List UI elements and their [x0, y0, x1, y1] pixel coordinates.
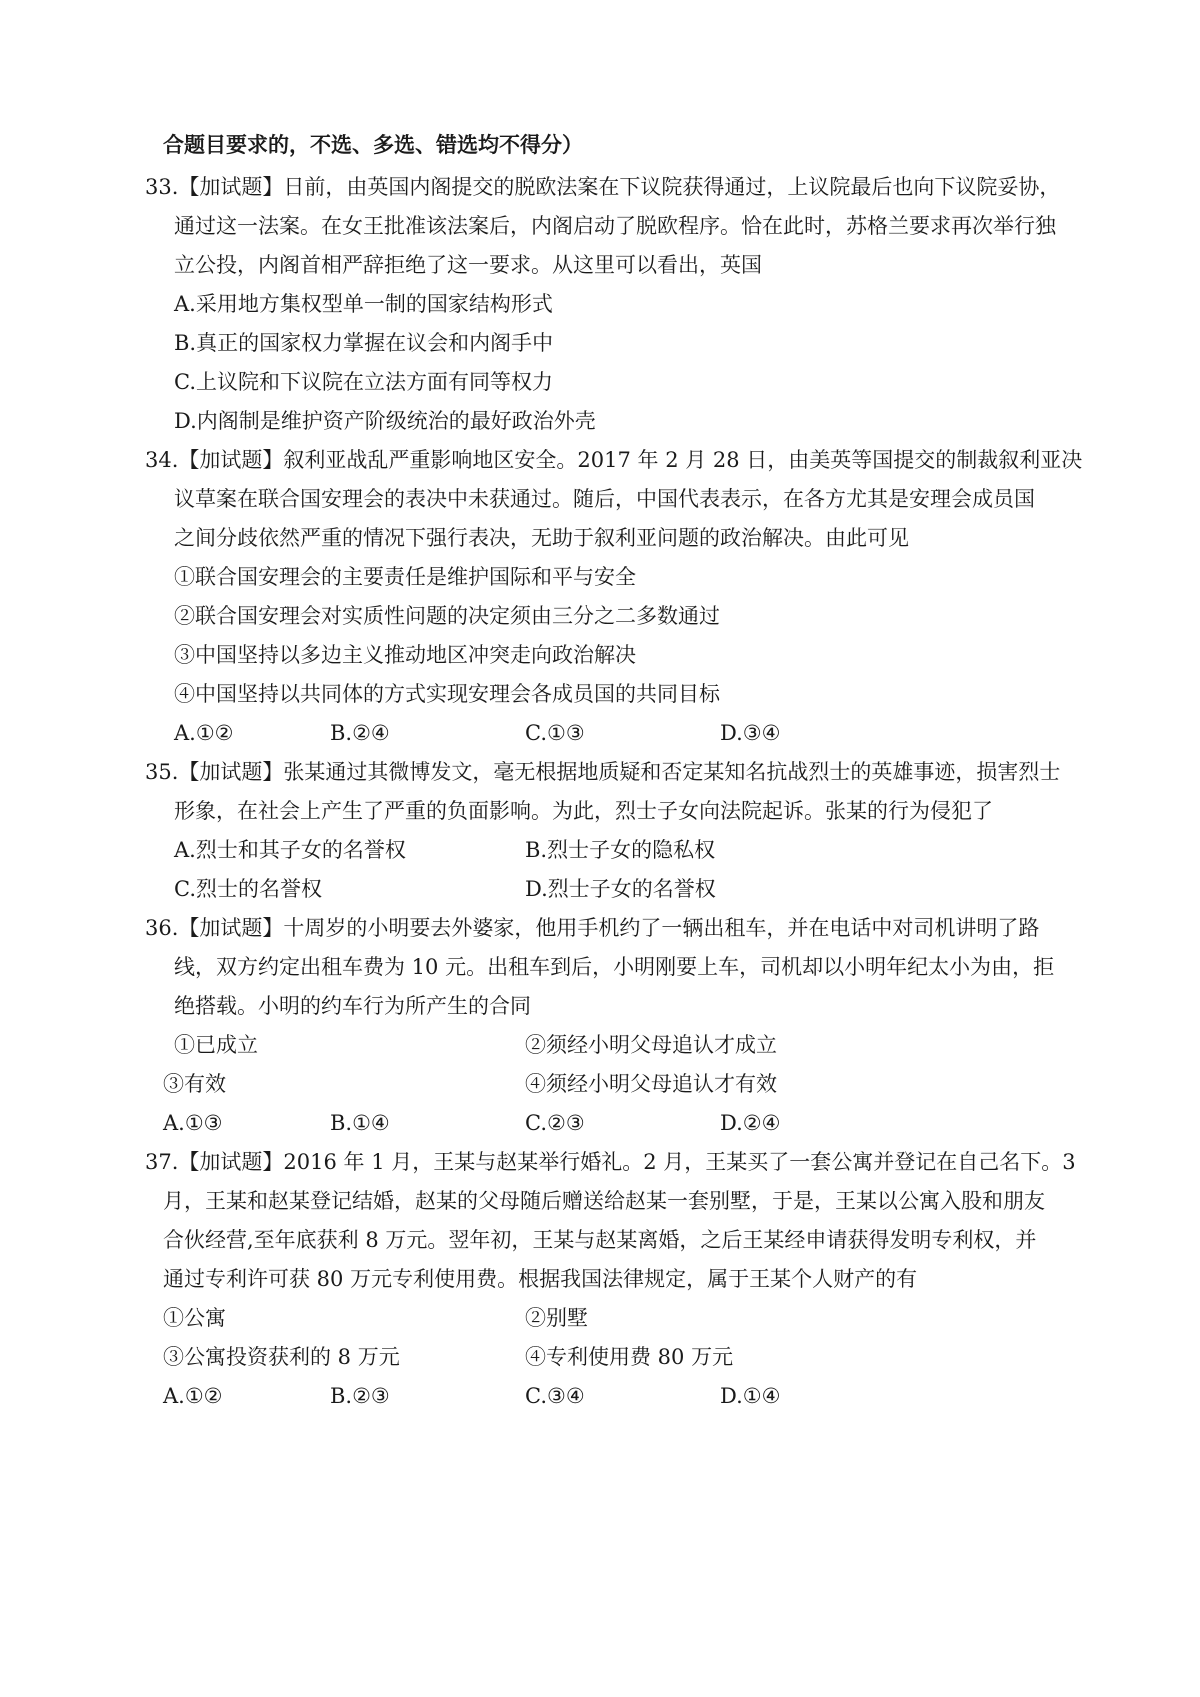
option-b: B.真正的国家权力掌握在议会和内阁手中: [174, 331, 554, 355]
question-stem: 线，双方约定出租车费为 10 元。出租车到后，小明刚要上车，司机却以小明年纪太小为由，拒: [174, 955, 1055, 979]
question-tag: 【加试题】: [178, 916, 284, 940]
question-stem: 通过专利许可获 80 万元专利使用费。根据我国法律规定，属于王某个人财产的有: [163, 1267, 918, 1291]
question-tag: 【加试题】: [178, 175, 284, 199]
statement-item: ①已成立: [174, 1033, 258, 1057]
question-stem: 十周岁的小明要去外婆家，他用手机约了一辆出租车，并在电话中对司机讲明了路: [283, 916, 1040, 940]
option-a: A.烈士和其子女的名誉权: [174, 838, 406, 862]
question-stem: 之间分歧依然严重的情况下强行表决，无助于叙利亚问题的政治解决。由此可见: [174, 526, 909, 550]
question-number: 36.: [145, 916, 179, 940]
option-d: D.③④: [720, 721, 781, 745]
question-tag: 【加试题】: [178, 1150, 284, 1174]
option-b: B.②④: [330, 721, 390, 745]
question-stem: 形象，在社会上产生了严重的负面影响。为此，烈士子女向法院起诉。张某的行为侵犯了: [174, 799, 993, 823]
option-b: B.①④: [330, 1111, 390, 1135]
option-d: D.内阁制是维护资产阶级统治的最好政治外壳: [174, 409, 596, 433]
question-stem: 日前，由英国内阁提交的脱欧法案在下议院获得通过，上议院最后也向下议院妥协，: [283, 175, 1061, 199]
statement-item: ④须经小明父母追认才有效: [525, 1072, 777, 1096]
question-stem: 合伙经营,至年底获利 8 万元。翌年初，王某与赵某离婚，之后王某经申请获得发明专利权，并: [163, 1228, 1037, 1252]
statement-item: ④中国坚持以共同体的方式实现安理会各成员国的共同目标: [174, 682, 720, 706]
statement-item: ③公寓投资获利的 8 万元: [163, 1345, 400, 1369]
question-stem: 议草案在联合国安理会的表决中未获通过。随后，中国代表表示，在各方尤其是安理会成员国: [174, 487, 1035, 511]
option-c: C.上议院和下议院在立法方面有同等权力: [174, 370, 553, 394]
statement-item: ③有效: [163, 1072, 226, 1096]
question-stem: 2016 年 1 月，王某与赵某举行婚礼。2 月，王某买了一套公寓并登记在自己名下。3: [283, 1150, 1076, 1174]
statement-item: ②别墅: [525, 1306, 588, 1330]
statement-item: ③中国坚持以多边主义推动地区冲突走向政治解决: [174, 643, 636, 667]
option-d: D.①④: [720, 1384, 781, 1408]
option-a: A.①③: [163, 1111, 223, 1135]
question-33-line-1: [145, 173, 1060, 201]
question-stem: 绝搭载。小明的约车行为所产生的合同: [174, 994, 531, 1018]
option-b: B.烈士子女的隐私权: [525, 838, 716, 862]
question-stem: 张某通过其微博发文，毫无根据地质疑和否定某知名抗战烈士的英雄事迹，损害烈士: [283, 760, 1061, 784]
question-tag: 【加试题】: [178, 448, 284, 472]
statement-item: ②须经小明父母追认才成立: [525, 1033, 777, 1057]
question-number: 37.: [145, 1150, 179, 1174]
statement-item: ①公寓: [163, 1306, 226, 1330]
question-stem: 叙利亚战乱严重影响地区安全。2017 年 2 月 28 日，由美英等国提交的制裁叙利亚决: [283, 448, 1083, 472]
question-35-line-1: [145, 758, 1060, 786]
statement-item: ④专利使用费 80 万元: [525, 1345, 734, 1369]
option-b: B.②③: [330, 1384, 390, 1408]
option-a: A.①②: [174, 721, 234, 745]
question-34-line-1: [145, 446, 1082, 474]
option-a: A.①②: [163, 1384, 223, 1408]
option-c: C.③④: [525, 1384, 585, 1408]
option-c: C.烈士的名誉权: [174, 877, 322, 901]
question-stem: 月，王某和赵某登记结婚，赵某的父母随后赠送给赵某一套别墅，于是，王某以公寓入股和朋友: [163, 1189, 1045, 1213]
statement-item: ①联合国安理会的主要责任是维护国际和平与安全: [174, 565, 636, 589]
option-d: D.烈士子女的名誉权: [525, 877, 716, 901]
question-number: 35.: [145, 760, 179, 784]
question-stem: 立公投，内阁首相严辞拒绝了这一要求。从这里可以看出，英国: [174, 253, 762, 277]
option-d: D.②④: [720, 1111, 781, 1135]
option-c: C.①③: [525, 721, 585, 745]
question-number: 33.: [145, 175, 179, 199]
statement-item: ②联合国安理会对实质性问题的决定须由三分之二多数通过: [174, 604, 720, 628]
question-37-line-1: [145, 1148, 1076, 1176]
option-c: C.②③: [525, 1111, 585, 1135]
question-stem: 通过这一法案。在女王批准该法案后，内阁启动了脱欧程序。恰在此时，苏格兰要求再次举行独: [174, 214, 1056, 238]
option-a: A.采用地方集权型单一制的国家结构形式: [174, 292, 553, 316]
question-tag: 【加试题】: [178, 760, 284, 784]
question-number: 34.: [145, 448, 179, 472]
question-36-line-1: [145, 914, 1039, 942]
section-instruction: 合题目要求的，不选、多选、错选均不得分）: [163, 132, 583, 157]
